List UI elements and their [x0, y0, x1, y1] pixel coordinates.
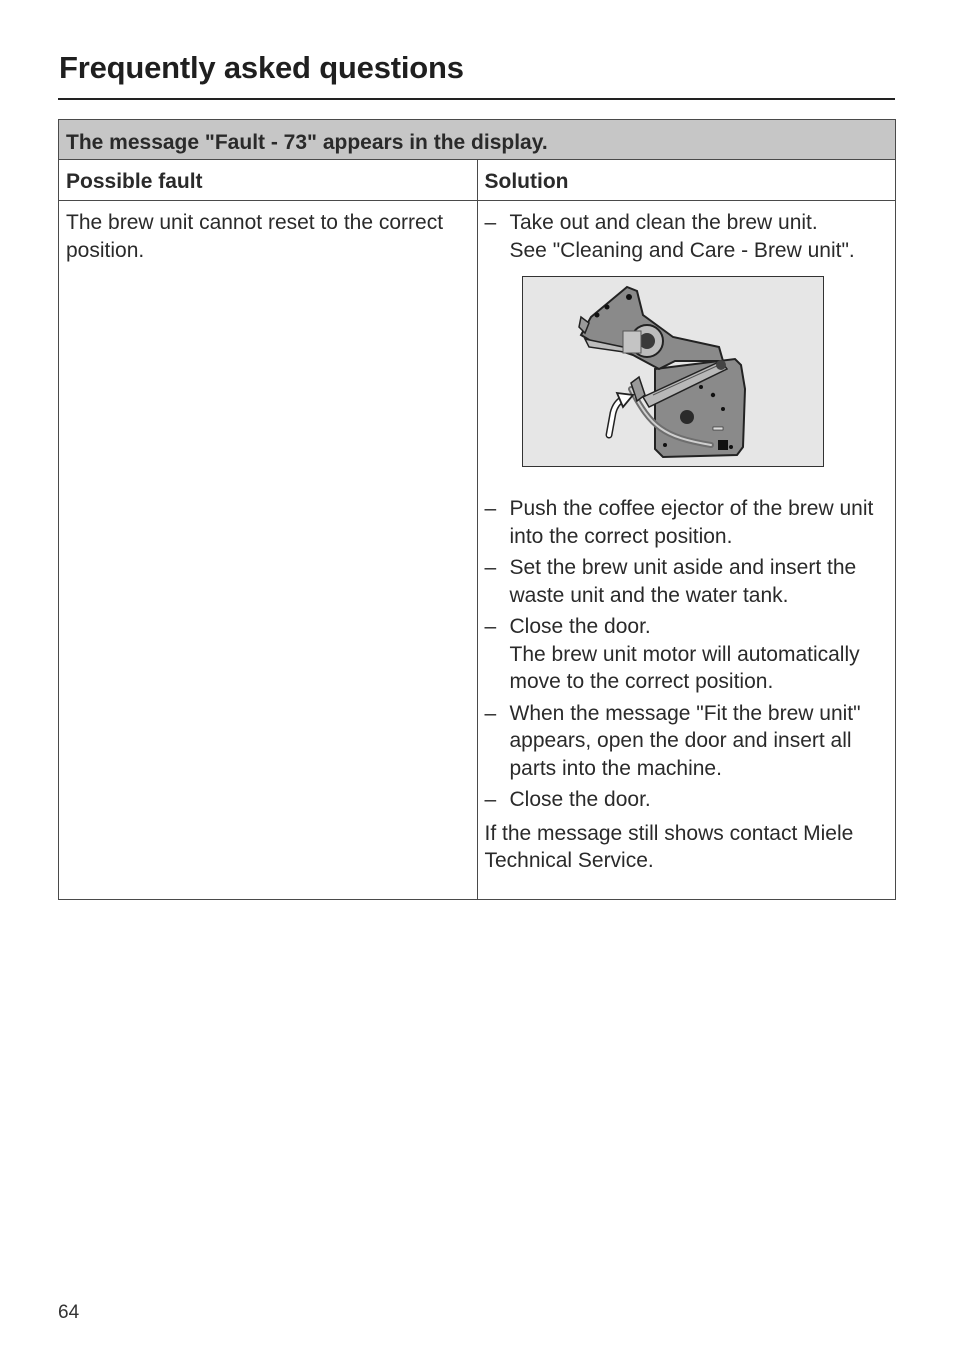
solution-cell: [477, 201, 896, 900]
solution-step-text: Close the door.: [509, 788, 651, 811]
brew-unit-figure: [522, 276, 824, 467]
solution-step: [485, 786, 889, 814]
solution-step: [485, 700, 889, 783]
service-note: If the message still shows contact Miele Technical Service.: [484, 821, 854, 872]
header-possible-fault: Possible fault: [59, 160, 478, 201]
dash-bullet: –: [484, 615, 497, 638]
fault-message-header: The message "Fault - 73" appears in the display.: [59, 120, 896, 160]
solution-step-text: Set the brew unit aside and insert the waste unit and the water tank.: [509, 556, 857, 607]
dash-bullet: –: [484, 497, 497, 520]
dash-bullet: –: [484, 211, 497, 234]
solution-step-text: Close the door. The brew unit motor will automatically move to the correct position.: [509, 615, 860, 693]
column-header-row: [59, 160, 896, 201]
fault-description: The brew unit cannot reset to the correct position.: [59, 201, 478, 900]
title-rule: [58, 98, 895, 100]
header-solution: Solution: [477, 160, 896, 201]
solution-step-text: Push the coffee ejector of the brew unit into the correct position.: [509, 497, 874, 548]
brew-unit-illustration-icon: [523, 277, 823, 466]
page-number: 64: [58, 1302, 80, 1323]
solution-step: [485, 554, 889, 609]
dash-bullet: –: [484, 788, 497, 811]
dash-bullet: –: [484, 556, 497, 579]
page-title: Frequently asked questions: [59, 50, 464, 85]
faq-table: [58, 119, 896, 900]
solution-step: [485, 495, 889, 550]
solution-step: [485, 613, 889, 696]
dash-bullet: –: [484, 701, 497, 725]
solution-step: [485, 209, 889, 264]
fault-row: [59, 201, 896, 900]
solution-step-text: When the message "Fit the brew unit" appears, open the door and insert all parts into the machine.: [509, 701, 861, 780]
message-row: [59, 120, 896, 160]
solution-step-text: Take out and clean the brew unit. See "Cleaning and Care - Brew unit".: [509, 211, 855, 262]
